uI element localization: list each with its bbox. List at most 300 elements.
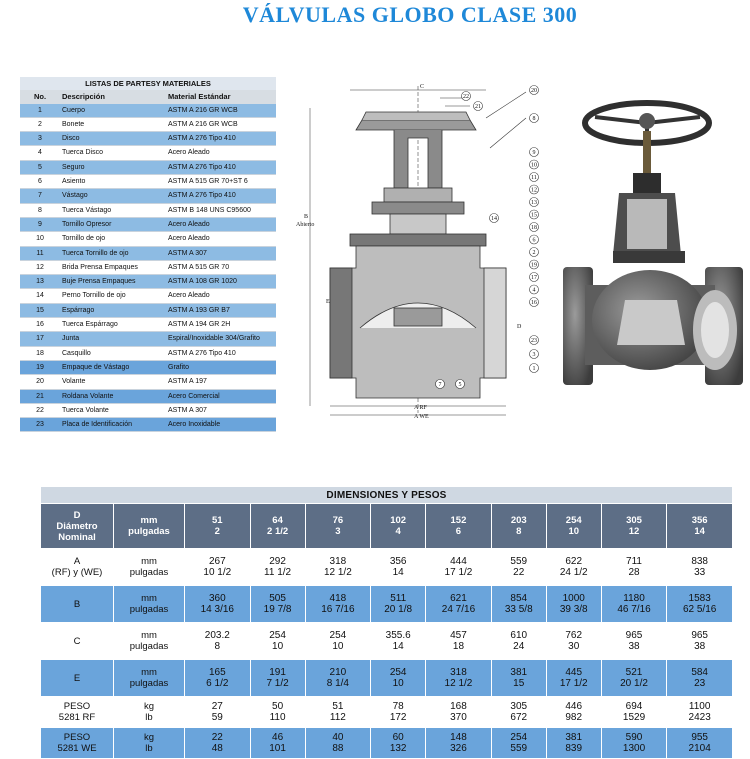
- materials-row: [20, 360, 276, 374]
- dimension-value-line: 11 1/2: [264, 567, 292, 578]
- dimensions-caption: DIMENSIONES Y PESOS: [41, 487, 733, 504]
- size-header-line: 64: [272, 515, 283, 526]
- part-material: ASTM B 148 UNS C95600: [166, 203, 276, 217]
- dimension-value-line: 418: [329, 593, 347, 604]
- dimension-value-line: 132: [389, 743, 407, 754]
- dimension-value-line: 838: [691, 556, 708, 567]
- callout-number: 9: [532, 150, 536, 156]
- part-number: 15: [20, 303, 60, 317]
- dimension-value: [250, 660, 305, 697]
- size-header: [426, 504, 492, 549]
- part-material: ASTM A 515 GR 70+ST 6: [166, 175, 276, 189]
- dimension-units: [114, 728, 185, 759]
- dimension-value: [185, 697, 251, 728]
- size-header: [546, 504, 601, 549]
- part-number: 3: [20, 132, 60, 146]
- dimension-value: [305, 586, 371, 623]
- part-material: ASTM A 276 Tipo 410: [166, 132, 276, 146]
- materials-row: [20, 175, 276, 189]
- dimension-label: [41, 660, 114, 697]
- dimension-value: [305, 549, 371, 586]
- dimension-value-line: 318: [329, 556, 347, 567]
- dimension-value: [667, 549, 733, 586]
- size-header-line: 6: [455, 526, 462, 537]
- dimension-value-line: 444: [450, 556, 467, 567]
- part-description: Cuerpo: [60, 104, 166, 118]
- dimension-value-line: 621: [450, 593, 467, 604]
- size-header-line: 12: [628, 526, 640, 537]
- part-description: Tuerca Espárrago: [60, 318, 166, 332]
- dimension-value-line: 33: [694, 567, 706, 578]
- dimension-label-line: PESO: [63, 732, 91, 743]
- size-header-line: 3: [335, 526, 341, 537]
- materials-row: [20, 217, 276, 231]
- dimension-value: [546, 728, 601, 759]
- dimension-value: [491, 697, 546, 728]
- dimension-value-line: 254: [329, 630, 347, 641]
- dimension-value: [426, 697, 492, 728]
- size-header-line: 14: [694, 526, 705, 537]
- dimension-value-line: 33 5/8: [504, 604, 533, 615]
- dimension-label-line: B: [73, 598, 81, 610]
- part-number: 9: [20, 217, 60, 231]
- dimension-value-line: 20 1/8: [384, 604, 413, 615]
- dimension-value: [250, 586, 305, 623]
- dimension-label-line: E: [73, 672, 81, 684]
- part-material: ASTM A 276 Tipo 410: [166, 189, 276, 203]
- dimension-value: [250, 697, 305, 728]
- dimension-value-line: 7 1/2: [266, 678, 289, 689]
- dimension-value-line: 356: [389, 556, 407, 567]
- dimension-value-line: 18: [452, 641, 465, 652]
- dimension-value-line: 254: [389, 667, 407, 678]
- part-description: Espárrago: [60, 303, 166, 317]
- dimension-value-line: 965: [691, 630, 708, 641]
- dim-label-c: C: [420, 84, 425, 90]
- materials-row: [20, 275, 276, 289]
- dimension-value-line: 24 7/16: [441, 604, 476, 615]
- dimensions-header-label-line: Nominal: [58, 531, 96, 543]
- part-number: 12: [20, 260, 60, 274]
- part-description: Tuerca Volante: [60, 403, 166, 417]
- dimension-value: [250, 728, 305, 759]
- materials-row: [20, 132, 276, 146]
- dimension-value-line: 1583: [688, 593, 711, 604]
- dimension-value: [185, 660, 251, 697]
- dim-label-awe: A WE: [414, 414, 429, 420]
- part-number: 6: [20, 175, 60, 189]
- size-header-line: 254: [565, 515, 582, 526]
- dimension-label-line: 5281 RF: [58, 712, 96, 723]
- dimension-value-line: 46: [272, 732, 284, 743]
- dimension-value: [667, 586, 733, 623]
- materials-row: [20, 203, 276, 217]
- dimension-value: [371, 728, 426, 759]
- dimension-value-line: 505: [269, 593, 286, 604]
- callout-number: 8: [532, 116, 536, 122]
- dimension-value-line: 30: [568, 641, 580, 652]
- dimension-units-line: pulgadas: [129, 678, 169, 689]
- part-material: Grafito: [166, 360, 276, 374]
- dimension-value-line: 584: [691, 667, 708, 678]
- dimension-value-line: 88: [332, 743, 344, 754]
- dimensions-header-label-line: D: [73, 509, 81, 521]
- dimension-value: [250, 549, 305, 586]
- part-material: ASTM A 216 GR WCB: [166, 117, 276, 131]
- dimension-value: [601, 623, 667, 660]
- size-header: [185, 504, 251, 549]
- part-material: Acero Inoxidable: [166, 418, 276, 432]
- dimension-value-line: 59: [211, 712, 223, 723]
- dimension-value-line: 23: [694, 678, 706, 689]
- dimension-value-line: 267: [208, 556, 226, 567]
- dimensions-row: [41, 586, 733, 623]
- dimension-value-line: 254: [510, 732, 528, 743]
- size-header-line: 203: [510, 515, 527, 526]
- part-description: Asiento: [60, 175, 166, 189]
- dimension-units: [114, 549, 185, 586]
- dimension-value-line: 1100: [688, 701, 711, 712]
- dimension-value: [491, 660, 546, 697]
- materials-row: [20, 232, 276, 246]
- dimension-value-line: 8 1/4: [326, 678, 349, 689]
- part-description: Tornillo Opresor: [60, 217, 166, 231]
- dimensions-row: [41, 697, 733, 728]
- dimension-units-line: kg: [143, 732, 155, 743]
- dimension-value-line: 982: [565, 712, 583, 723]
- dimension-value: [667, 697, 733, 728]
- part-number: 13: [20, 275, 60, 289]
- materials-row: [20, 160, 276, 174]
- dimension-value-line: 711: [626, 556, 642, 567]
- callout-number: 16: [531, 300, 537, 306]
- part-number: 5: [20, 160, 60, 174]
- dimension-value-line: 110: [269, 712, 286, 723]
- dimension-value: [601, 660, 667, 697]
- callout-number: 2: [532, 250, 536, 256]
- dimension-value-line: 78: [392, 701, 404, 712]
- part-description: Junta: [60, 332, 166, 346]
- size-header-line: 102: [390, 515, 407, 526]
- part-description: Tornillo de ojo: [60, 232, 166, 246]
- dimension-value-line: 1300: [622, 743, 646, 754]
- dimension-units: [114, 660, 185, 697]
- dimension-value-line: 38: [628, 641, 640, 652]
- materials-row: [20, 318, 276, 332]
- dimension-value-line: 27: [211, 701, 223, 712]
- dimension-value-line: 672: [510, 712, 528, 723]
- part-material: ASTM A 307: [166, 246, 276, 260]
- part-material: ASTM A 108 GR 1020: [166, 275, 276, 289]
- page-title: VÁLVULAS GLOBO CLASE 300: [242, 2, 578, 27]
- dimension-units-line: lb: [145, 712, 153, 723]
- callout-number: 23: [531, 338, 537, 344]
- dimension-value-line: 40: [332, 732, 344, 743]
- dimension-value-line: 24: [513, 641, 525, 652]
- size-header: [305, 504, 371, 549]
- dimension-units: [114, 586, 185, 623]
- dimension-value-line: 622: [565, 556, 583, 567]
- part-description: Casquillo: [60, 346, 166, 360]
- part-number: 7: [20, 189, 60, 203]
- callout-number: 19: [531, 262, 537, 269]
- materials-caption: LISTAS DE PARTESY MATERIALES: [20, 77, 276, 90]
- dimension-value: [305, 697, 371, 728]
- dimension-value: [250, 623, 305, 660]
- dimension-value-line: 511: [390, 593, 407, 604]
- materials-row: [20, 117, 276, 131]
- dimension-value-line: 46 7/16: [617, 604, 651, 615]
- part-description: Brida Prensa Empaques: [60, 260, 166, 274]
- size-header: [491, 504, 546, 549]
- callout-number: 13: [531, 200, 537, 206]
- materials-row: [20, 246, 276, 260]
- dimension-label: [41, 728, 114, 759]
- dimension-value: [305, 728, 371, 759]
- part-description: Vástago: [60, 189, 166, 203]
- part-number: 20: [20, 375, 60, 389]
- dimension-value-line: 446: [565, 701, 583, 712]
- part-number: 14: [20, 289, 60, 303]
- dimension-value: [185, 728, 251, 759]
- part-material: ASTM A 194 GR 2H: [166, 318, 276, 332]
- dimension-value-line: 112: [329, 712, 346, 723]
- callout-number: 17: [531, 275, 537, 281]
- dimension-value: [546, 549, 601, 586]
- part-material: Acero Comercial: [166, 389, 276, 403]
- dimension-units: [114, 697, 185, 728]
- part-material: ASTM A 276 Tipo 410: [166, 160, 276, 174]
- size-header-line: 305: [626, 515, 642, 526]
- dimension-label-line: PESO: [63, 701, 91, 712]
- dim-label-arf: A RF: [414, 405, 427, 411]
- dimension-value-line: 148: [450, 732, 467, 743]
- dimension-value-line: 10: [332, 641, 344, 652]
- dimension-value-line: 38: [694, 641, 706, 652]
- size-header-line: 4: [395, 526, 401, 537]
- part-description: Placa de Identificación: [60, 418, 166, 432]
- dimension-value: [601, 586, 667, 623]
- size-header: [667, 504, 733, 549]
- dimension-value-line: 15: [513, 678, 525, 689]
- size-header: [371, 504, 426, 549]
- callout-number: 18: [531, 225, 537, 231]
- callout-number: 22: [463, 94, 469, 100]
- dimensions-header-unit-line: pulgadas: [128, 526, 170, 537]
- materials-row: [20, 260, 276, 274]
- dimension-units-line: lb: [145, 743, 153, 754]
- dimension-value-line: 610: [510, 630, 528, 641]
- dimension-value-line: 2423: [688, 712, 711, 723]
- dimension-units-line: mm: [141, 556, 157, 567]
- callout-number: 12: [531, 187, 537, 194]
- part-material: ASTM A 515 GR 70: [166, 260, 276, 274]
- part-material: Acero Aleado: [166, 289, 276, 303]
- size-header-line: 2 1/2: [267, 526, 289, 537]
- dimension-value-line: 254: [269, 630, 286, 641]
- dimension-label-line: A: [73, 556, 81, 567]
- part-material: Acero Aleado: [166, 232, 276, 246]
- dimension-value-line: 62 5/16: [682, 604, 717, 615]
- dimension-value: [371, 549, 426, 586]
- dimension-value-line: 28: [628, 567, 640, 578]
- part-material: ASTM A 193 GR B7: [166, 303, 276, 317]
- valve-section-drawing: [290, 78, 555, 423]
- dimension-value-line: 16 7/16: [321, 604, 355, 615]
- callout-number: 10: [531, 162, 537, 169]
- dimension-value-line: 172: [389, 712, 407, 723]
- dimension-value-line: 445: [565, 667, 583, 678]
- dimensions-body: [41, 549, 733, 759]
- dimension-value: [667, 660, 733, 697]
- dimension-units-line: pulgadas: [129, 604, 169, 615]
- dimension-value: [546, 660, 601, 697]
- dimensions-header-unit-line: mm: [140, 515, 158, 526]
- dimensions-row: [41, 660, 733, 697]
- dimension-units-line: pulgadas: [129, 567, 169, 578]
- dimension-value-line: 854: [510, 593, 528, 604]
- dimension-value-line: 381: [565, 732, 583, 743]
- dimension-value-line: 203.2: [204, 630, 230, 641]
- dimension-label: [41, 697, 114, 728]
- callout-number: 4: [532, 287, 536, 294]
- dimension-value: [491, 549, 546, 586]
- dimension-label-line: C: [73, 635, 81, 647]
- dimension-value-line: 60: [392, 732, 404, 743]
- materials-row: [20, 375, 276, 389]
- dimension-value: [546, 697, 601, 728]
- materials-table: [20, 77, 276, 432]
- dimension-value-line: 51: [332, 701, 344, 712]
- part-number: 11: [20, 246, 60, 260]
- part-number: 17: [20, 332, 60, 346]
- dimension-value-line: 457: [450, 630, 467, 641]
- dimension-value-line: 48: [211, 743, 223, 754]
- dimension-value: [667, 623, 733, 660]
- valve-photo: [555, 95, 747, 405]
- part-number: 16: [20, 318, 60, 332]
- dimension-value-line: 22: [513, 567, 525, 578]
- dimension-units-line: mm: [141, 630, 157, 641]
- dimension-units-line: pulgadas: [129, 641, 169, 652]
- dimensions-row: [41, 549, 733, 586]
- dimension-value-line: 839: [565, 743, 583, 754]
- part-number: 4: [20, 146, 60, 160]
- dimension-value-line: 14 3/16: [200, 604, 234, 615]
- dimension-value-line: 326: [450, 743, 467, 754]
- dimension-value-line: 318: [450, 667, 467, 678]
- materials-body: [20, 104, 276, 432]
- callout-number: 3: [532, 352, 536, 358]
- dimension-value-line: 1000: [562, 593, 585, 604]
- dimension-value-line: 39 3/8: [559, 604, 588, 615]
- dimension-units: [114, 623, 185, 660]
- part-description: Empaque de Vástago: [60, 360, 166, 374]
- dim-label-abierto: Abierto: [296, 222, 315, 228]
- part-description: Tuerca Vástago: [60, 203, 166, 217]
- dimension-value-line: 22: [211, 732, 223, 743]
- size-header-line: 2: [214, 526, 220, 537]
- size-header: [601, 504, 667, 549]
- callout-number: 15: [531, 212, 537, 219]
- materials-row: [20, 289, 276, 303]
- dimension-value: [426, 728, 492, 759]
- callout-number: 21: [475, 104, 481, 110]
- callout-number: 11: [531, 175, 537, 181]
- size-header-line: 356: [691, 515, 708, 526]
- dimensions-header-label-line: Diámetro: [56, 520, 98, 532]
- dimension-label: [41, 549, 114, 586]
- part-material: Espiral/Inoxidable 304/Grafito: [166, 332, 276, 346]
- dimension-value: [426, 660, 492, 697]
- dimension-value-line: 210: [329, 667, 347, 678]
- dimensions-header-label: [41, 504, 114, 549]
- dimension-value-line: 17 1/2: [444, 567, 473, 578]
- dimension-value-line: 10: [272, 641, 284, 652]
- part-description: Perno Tornillo de ojo: [60, 289, 166, 303]
- dimension-value: [491, 586, 546, 623]
- dimensions-row: [41, 728, 733, 759]
- dimension-value-line: 24 1/2: [559, 567, 588, 578]
- dimension-value: [371, 586, 426, 623]
- dimension-label-line: 5281 WE: [57, 743, 97, 754]
- materials-row: [20, 346, 276, 360]
- size-header-line: 8: [516, 526, 522, 537]
- dimension-units-line: mm: [141, 667, 157, 678]
- dimension-value: [546, 623, 601, 660]
- size-header: [250, 504, 305, 549]
- dimension-value: [185, 549, 251, 586]
- part-description: Volante: [60, 375, 166, 389]
- materials-row: [20, 303, 276, 317]
- callout-number: 14: [491, 216, 497, 222]
- dimension-value: [426, 623, 492, 660]
- size-header-line: 10: [568, 526, 580, 537]
- materials-header-description: Descripción: [60, 90, 166, 103]
- dimension-label: [41, 623, 114, 660]
- part-material: ASTM A 307: [166, 403, 276, 417]
- dimension-value-line: 20 1/2: [620, 678, 648, 689]
- part-number: 18: [20, 346, 60, 360]
- callout-number: 20: [531, 88, 537, 94]
- dimension-value-line: 955: [691, 732, 708, 743]
- part-description: Seguro: [60, 160, 166, 174]
- dimensions-header-unit: [114, 504, 185, 549]
- dimension-value-line: 381: [510, 667, 528, 678]
- dimension-label: [41, 586, 114, 623]
- dimension-value: [305, 623, 371, 660]
- dimension-value-line: 12 1/2: [323, 567, 352, 578]
- dimensions-header-row: [41, 504, 733, 549]
- size-header-line: 152: [450, 515, 467, 526]
- dimension-value-line: 762: [565, 630, 583, 641]
- dimension-value-line: 19 7/8: [263, 604, 292, 615]
- dimension-value-line: 50: [272, 701, 284, 712]
- dimension-value-line: 559: [510, 556, 528, 567]
- dim-label-d: D: [517, 324, 522, 330]
- part-description: Buje Prensa Empaques: [60, 275, 166, 289]
- dimension-value-line: 101: [269, 743, 286, 754]
- dimension-value: [185, 623, 251, 660]
- part-description: Tuerca Tornillo de ojo: [60, 246, 166, 260]
- dimension-value-line: 17 1/2: [559, 678, 588, 689]
- callout-number: 7: [438, 382, 442, 388]
- dimension-value-line: 12 1/2: [444, 678, 473, 689]
- part-material: ASTM A 197: [166, 375, 276, 389]
- dimension-value: [185, 586, 251, 623]
- dimension-value-line: 191: [269, 667, 286, 678]
- dimension-value-line: 14: [392, 567, 404, 578]
